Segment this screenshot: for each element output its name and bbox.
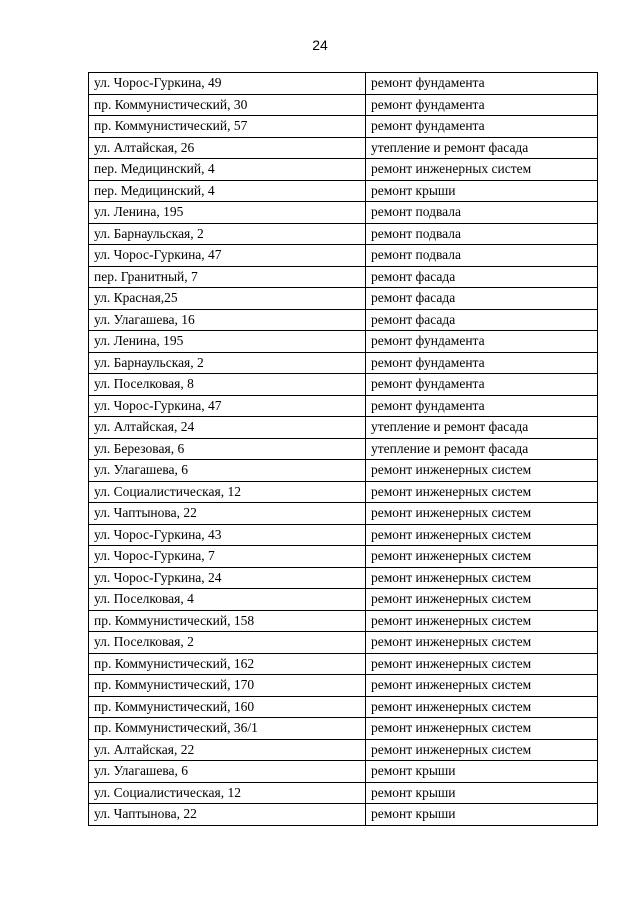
table-row [89,374,598,396]
table-row [89,718,598,740]
works-table-body [89,73,598,826]
address-cell: пр. Коммунистический, 160 [89,696,366,718]
address-cell: ул. Березовая, 6 [89,438,366,460]
work-type-cell: ремонт фасада [366,309,598,331]
address-cell: ул. Чорос-Гуркина, 24 [89,567,366,589]
work-type-cell: ремонт крыши [366,782,598,804]
address-cell: ул. Ленина, 195 [89,202,366,224]
table-row [89,610,598,632]
address-cell: пр. Коммунистический, 57 [89,116,366,138]
address-cell: пр. Коммунистический, 170 [89,675,366,697]
work-type-cell: ремонт подвала [366,202,598,224]
work-type-cell: ремонт инженерных систем [366,696,598,718]
address-cell: пр. Коммунистический, 162 [89,653,366,675]
work-type-cell: ремонт инженерных систем [366,460,598,482]
address-cell: ул. Чорос-Гуркина, 49 [89,73,366,95]
table-row [89,180,598,202]
work-type-cell: ремонт подвала [366,245,598,267]
address-cell: ул. Социалистическая, 12 [89,481,366,503]
table-row [89,804,598,826]
address-cell: ул. Поселковая, 4 [89,589,366,611]
address-cell: пр. Коммунистический, 30 [89,94,366,116]
table-row [89,675,598,697]
table-row [89,331,598,353]
table-row [89,159,598,181]
work-type-cell: ремонт фундамента [366,331,598,353]
table-row [89,653,598,675]
table-row [89,73,598,95]
table-row [89,739,598,761]
table-row [89,761,598,783]
address-cell: ул. Красная,25 [89,288,366,310]
table-row [89,481,598,503]
work-type-cell: утепление и ремонт фасада [366,417,598,439]
work-type-cell: ремонт инженерных систем [366,546,598,568]
work-type-cell: ремонт инженерных систем [366,159,598,181]
work-type-cell: ремонт фундамента [366,116,598,138]
table-row [89,567,598,589]
address-cell: ул. Поселковая, 2 [89,632,366,654]
address-cell: ул. Чорос-Гуркина, 7 [89,546,366,568]
table-row [89,503,598,525]
work-type-cell: ремонт фасада [366,288,598,310]
work-type-cell: ремонт фундамента [366,395,598,417]
address-cell: ул. Улагашева, 6 [89,460,366,482]
address-cell: ул. Чорос-Гуркина, 43 [89,524,366,546]
work-type-cell: ремонт инженерных систем [366,524,598,546]
work-type-cell: ремонт фасада [366,266,598,288]
address-cell: ул. Улагашева, 16 [89,309,366,331]
table-row [89,266,598,288]
address-cell: ул. Чорос-Гуркина, 47 [89,245,366,267]
work-type-cell: ремонт инженерных систем [366,503,598,525]
work-type-cell: утепление и ремонт фасада [366,438,598,460]
table-row [89,309,598,331]
work-type-cell: ремонт инженерных систем [366,718,598,740]
table-row [89,202,598,224]
address-cell: ул. Алтайская, 26 [89,137,366,159]
work-type-cell: ремонт инженерных систем [366,610,598,632]
work-type-cell: ремонт крыши [366,804,598,826]
table-row [89,589,598,611]
table-row [89,288,598,310]
address-cell: ул. Ленина, 195 [89,331,366,353]
table-row [89,546,598,568]
table-row [89,632,598,654]
work-type-cell: ремонт подвала [366,223,598,245]
address-cell: пр. Коммунистический, 158 [89,610,366,632]
work-type-cell: ремонт крыши [366,180,598,202]
address-cell: ул. Алтайская, 24 [89,417,366,439]
work-type-cell: ремонт фундамента [366,73,598,95]
address-cell: пер. Гранитный, 7 [89,266,366,288]
work-type-cell: ремонт инженерных систем [366,589,598,611]
table-row [89,223,598,245]
table-row [89,460,598,482]
address-cell: пер. Медицинский, 4 [89,159,366,181]
work-type-cell: ремонт крыши [366,761,598,783]
address-cell: пер. Медицинский, 4 [89,180,366,202]
address-cell: пр. Коммунистический, 36/1 [89,718,366,740]
table-row [89,94,598,116]
work-type-cell: ремонт инженерных систем [366,653,598,675]
address-cell: ул. Барнаульская, 2 [89,223,366,245]
address-cell: ул. Поселковая, 8 [89,374,366,396]
address-cell: ул. Чаптынова, 22 [89,804,366,826]
work-type-cell: утепление и ремонт фасада [366,137,598,159]
address-cell: ул. Чорос-Гуркина, 47 [89,395,366,417]
table-row [89,245,598,267]
table-row [89,782,598,804]
table-row [89,116,598,138]
table-row [89,137,598,159]
address-cell: ул. Барнаульская, 2 [89,352,366,374]
works-table [88,72,598,826]
work-type-cell: ремонт инженерных систем [366,632,598,654]
address-cell: ул. Чаптынова, 22 [89,503,366,525]
work-type-cell: ремонт инженерных систем [366,739,598,761]
address-cell: ул. Алтайская, 22 [89,739,366,761]
table-row [89,417,598,439]
work-type-cell: ремонт инженерных систем [366,481,598,503]
table-row [89,395,598,417]
page-number: 24 [312,37,328,53]
table-row [89,524,598,546]
table-row [89,696,598,718]
work-type-cell: ремонт фундамента [366,94,598,116]
work-type-cell: ремонт фундамента [366,352,598,374]
table-row [89,352,598,374]
work-type-cell: ремонт инженерных систем [366,567,598,589]
address-cell: ул. Улагашева, 6 [89,761,366,783]
work-type-cell: ремонт инженерных систем [366,675,598,697]
table-row [89,438,598,460]
work-type-cell: ремонт фундамента [366,374,598,396]
address-cell: ул. Социалистическая, 12 [89,782,366,804]
